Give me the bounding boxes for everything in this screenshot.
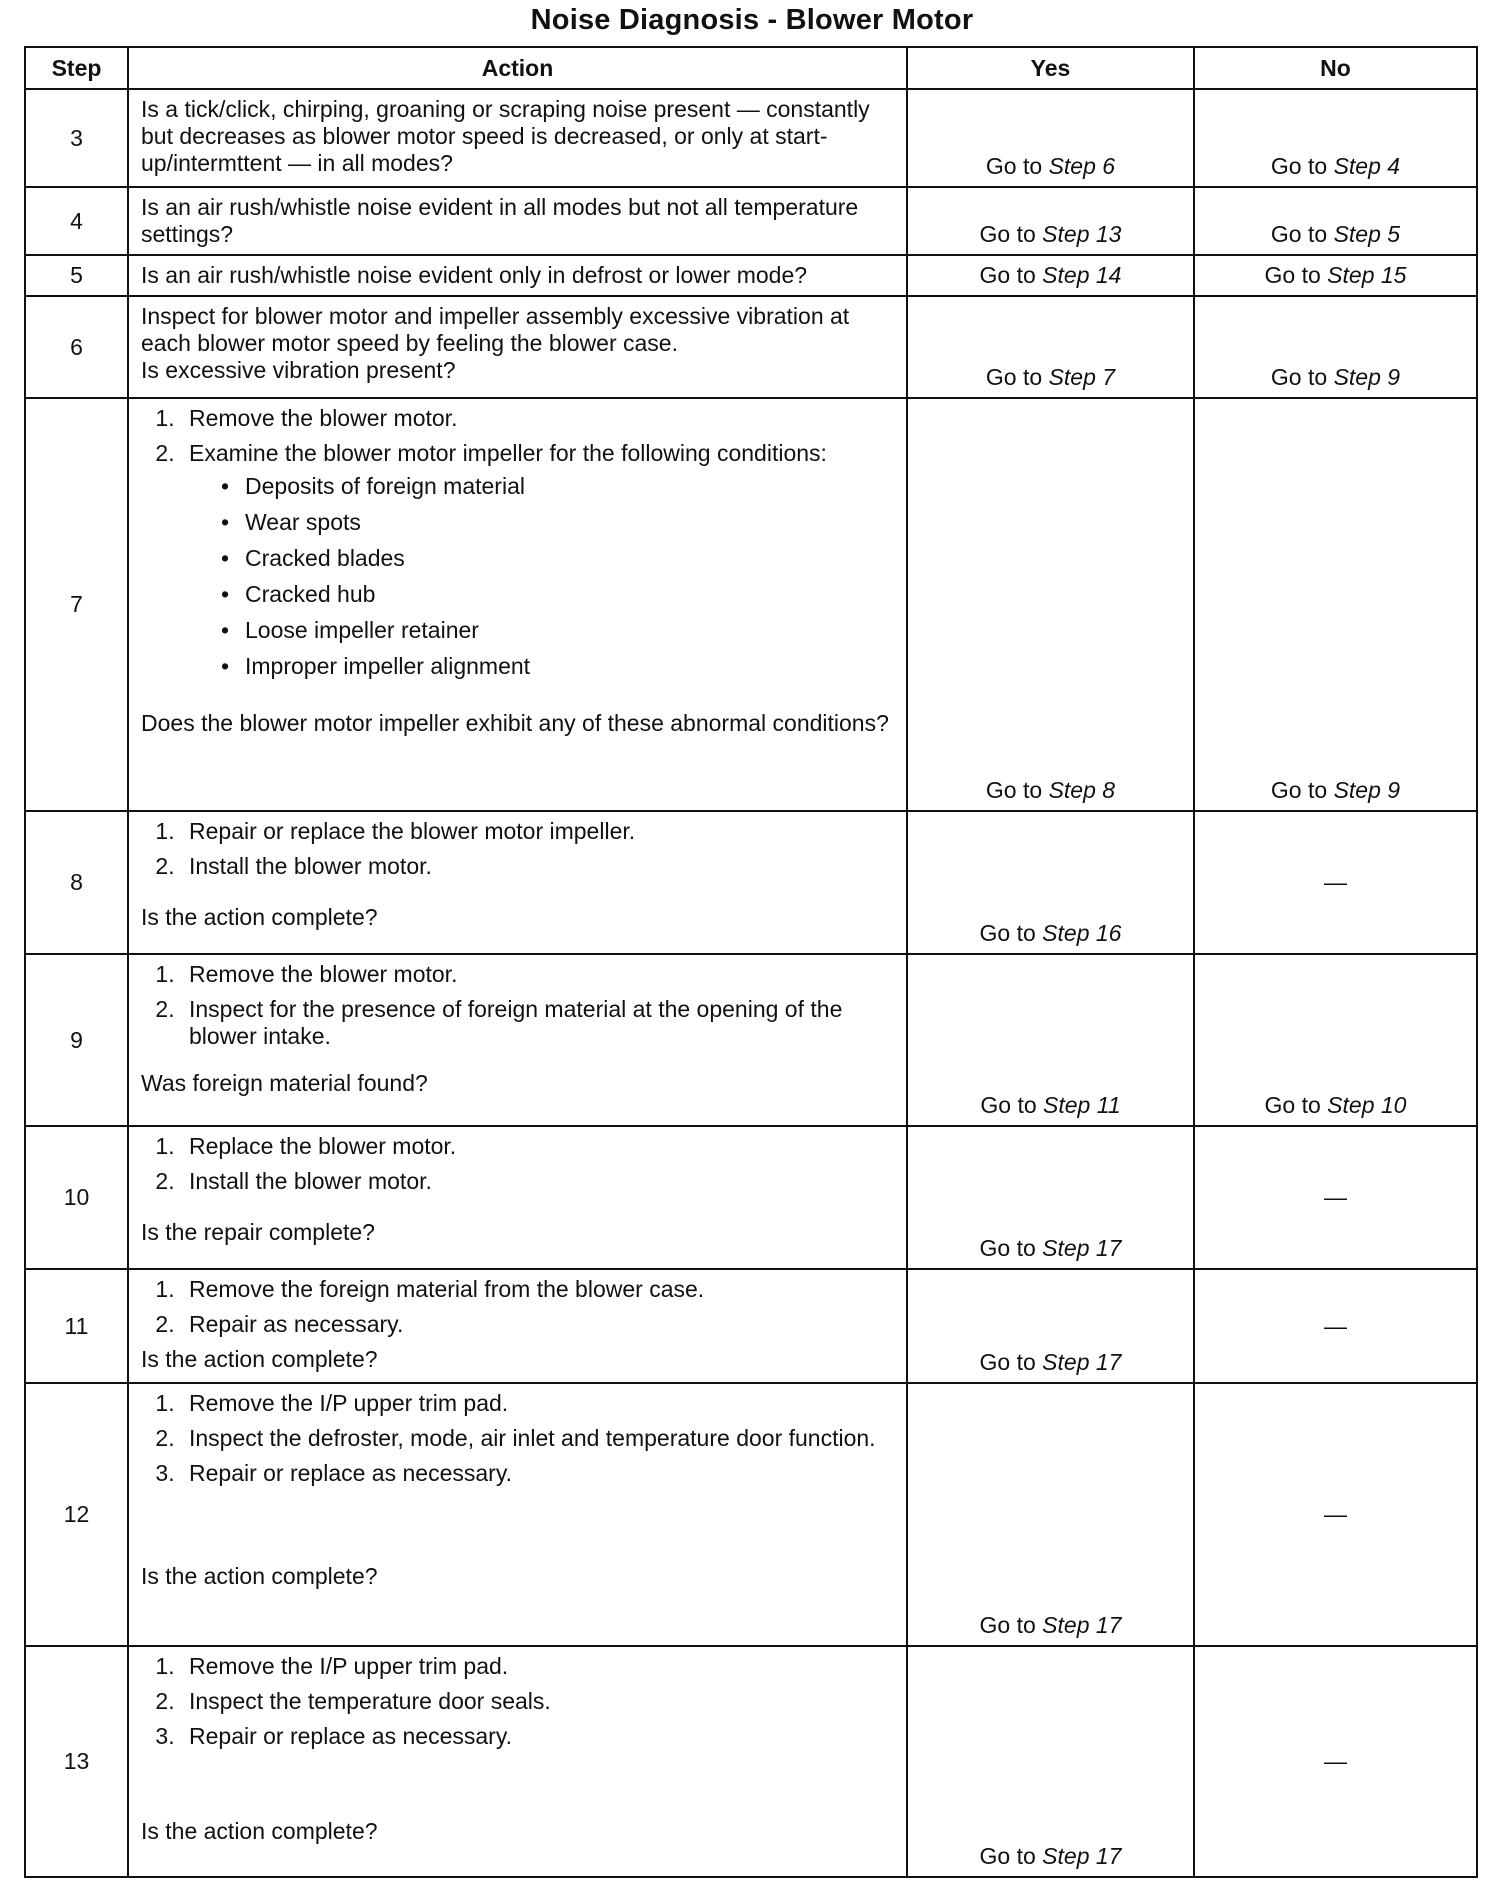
yes-cell-text (986, 153, 1115, 179)
yes-cell (907, 811, 1194, 954)
action-steps-list (141, 1653, 896, 1750)
no-cell-dash: — (1194, 1126, 1477, 1269)
step-number: 4 (25, 187, 128, 255)
column-header-step: Step (25, 47, 128, 89)
no-cell-dash: — (1194, 811, 1477, 954)
go-to-prefix: Go to (979, 1349, 1036, 1375)
step-reference: Step 9 (1333, 777, 1401, 803)
action-text: Is an air rush/whistle noise evident in all modes but not all temperature settings? (141, 194, 859, 247)
column-header-yes: Yes (907, 47, 1194, 89)
no-cell-text (1265, 1092, 1407, 1118)
go-to-prefix: Go to (979, 221, 1036, 247)
no-cell-text (1265, 262, 1407, 288)
action-step: 2. Install the blower motor. (181, 853, 896, 880)
yes-cell-text (980, 1092, 1120, 1118)
condition-item: • Cracked hub (221, 581, 896, 608)
step-reference: Step 17 (1042, 1349, 1122, 1375)
action-steps-list (141, 818, 896, 880)
action-question: Does the blower motor impeller exhibit any of these abnormal conditions? (141, 710, 889, 736)
step-reference: Step 11 (1043, 1092, 1121, 1118)
yes-cell (907, 954, 1194, 1126)
action-cell (128, 398, 907, 811)
yes-cell (907, 1383, 1194, 1646)
action-text: Is a tick/click, chirping, groaning or scraping noise present — constantly but decreases as blower motor speed is decreased, or only at start-up/intermttent — in all modes? (141, 96, 870, 176)
action-step: 1. Remove the blower motor. (181, 405, 896, 432)
action-question: Is the action complete? (141, 904, 378, 930)
step-reference: Step 10 (1327, 1092, 1407, 1118)
go-to-prefix: Go to (1270, 777, 1328, 803)
action-text: Inspect for blower motor and impeller assembly excessive vibration at each blower motor speed by feeling the blower case. (141, 303, 850, 356)
yes-cell-text (980, 1612, 1122, 1638)
yes-cell (907, 255, 1194, 296)
yes-cell-text (980, 1235, 1122, 1261)
step-reference: Step 7 (1048, 364, 1116, 390)
yes-cell (907, 89, 1194, 187)
table-header-row (25, 47, 1477, 89)
yes-cell-text (986, 364, 1115, 390)
table-row (25, 398, 1477, 811)
condition-item: • Improper impeller alignment (221, 653, 896, 680)
step-reference: Step 17 (1042, 1612, 1122, 1638)
step-reference: Step 17 (1042, 1843, 1122, 1869)
yes-cell (907, 1646, 1194, 1877)
condition-item: • Wear spots (221, 509, 896, 536)
no-cell (1194, 398, 1477, 811)
go-to-prefix: Go to (1270, 364, 1328, 390)
action-cell (128, 296, 907, 398)
action-step: 1. Remove the foreign material from the blower case. (181, 1276, 896, 1303)
action-cell (128, 811, 907, 954)
table-row (25, 1646, 1477, 1877)
step-reference: Step 8 (1048, 777, 1116, 803)
yes-cell-text (980, 1843, 1122, 1869)
table-row (25, 187, 1477, 255)
no-cell (1194, 255, 1477, 296)
yes-cell-text (980, 262, 1122, 288)
table-row (25, 1126, 1477, 1269)
table-row (25, 954, 1477, 1126)
step-reference: Step 13 (1042, 221, 1122, 247)
go-to-prefix: Go to (979, 1235, 1036, 1261)
go-to-prefix: Go to (985, 777, 1043, 803)
action-steps-list (141, 405, 896, 680)
table-body (25, 89, 1477, 1877)
step-reference: Step 16 (1042, 920, 1122, 946)
no-cell (1194, 187, 1477, 255)
condition-item: • Cracked blades (221, 545, 896, 572)
table-row (25, 811, 1477, 954)
condition-item: • Loose impeller retainer (221, 617, 896, 644)
action-cell (128, 1383, 907, 1646)
step-number: 6 (25, 296, 128, 398)
action-cell (128, 187, 907, 255)
diagnosis-table (24, 46, 1478, 1878)
action-cell (128, 1269, 907, 1383)
table-row (25, 89, 1477, 187)
action-step: 1. Remove the blower motor. (181, 961, 896, 988)
action-steps-list (141, 1133, 896, 1195)
action-question: Is the action complete? (141, 1346, 378, 1372)
table-row (25, 1383, 1477, 1646)
step-number: 7 (25, 398, 128, 811)
action-step: 1. Replace the blower motor. (181, 1133, 896, 1160)
yes-cell-text (986, 777, 1115, 803)
no-cell-text (1271, 364, 1400, 390)
action-cell (128, 1126, 907, 1269)
go-to-prefix: Go to (980, 1092, 1037, 1118)
go-to-prefix: Go to (979, 262, 1036, 288)
yes-cell-text (980, 1349, 1122, 1375)
step-number: 10 (25, 1126, 128, 1269)
go-to-prefix: Go to (1264, 1092, 1321, 1118)
yes-cell-text (980, 920, 1122, 946)
action-step: 3. Repair or replace as necessary. (181, 1460, 896, 1487)
no-cell-dash: — (1194, 1383, 1477, 1646)
step-reference: Step 4 (1333, 153, 1401, 179)
action-step: 2. Inspect the temperature door seals. (181, 1688, 896, 1715)
action-step-text: Examine the blower motor impeller for the following conditions: (189, 440, 827, 466)
go-to-prefix: Go to (985, 153, 1043, 179)
step-reference: Step 6 (1048, 153, 1116, 179)
action-step: 1. Repair or replace the blower motor impeller. (181, 818, 896, 845)
step-number: 11 (25, 1269, 128, 1383)
no-cell-text (1271, 221, 1400, 247)
step-reference: Step 15 (1327, 262, 1407, 288)
no-cell-dash: — (1194, 1646, 1477, 1877)
column-header-action: Action (128, 47, 907, 89)
step-reference: Step 5 (1333, 221, 1401, 247)
table-row (25, 255, 1477, 296)
column-header-no: No (1194, 47, 1477, 89)
yes-cell (907, 398, 1194, 811)
go-to-prefix: Go to (985, 364, 1043, 390)
condition-list (189, 473, 896, 680)
action-question: Was foreign material found? (141, 1070, 428, 1096)
action-steps-list (141, 1390, 896, 1487)
action-cell (128, 954, 907, 1126)
table-row (25, 1269, 1477, 1383)
step-reference: Step 9 (1333, 364, 1401, 390)
step-number: 12 (25, 1383, 128, 1646)
action-step: 2. Repair as necessary. (181, 1311, 896, 1338)
document-title: Noise Diagnosis - Blower Motor (530, 4, 974, 36)
go-to-prefix: Go to (1264, 262, 1321, 288)
action-step: 2. Inspect the defroster, mode, air inlet and temperature door function. (181, 1425, 896, 1452)
action-steps-list (141, 1276, 896, 1338)
no-cell (1194, 296, 1477, 398)
yes-cell-text (980, 221, 1122, 247)
go-to-prefix: Go to (979, 1612, 1036, 1638)
action-step: 1. Remove the I/P upper trim pad. (181, 1390, 896, 1417)
action-question: Is the action complete? (141, 1818, 378, 1844)
no-cell-dash: — (1194, 1269, 1477, 1383)
action-text: Is an air rush/whistle noise evident only in defrost or lower mode? (141, 262, 808, 288)
action-question: Is the action complete? (141, 1563, 378, 1589)
go-to-prefix: Go to (979, 1843, 1036, 1869)
yes-cell (907, 296, 1194, 398)
go-to-prefix: Go to (979, 920, 1036, 946)
no-cell (1194, 89, 1477, 187)
no-cell-text (1271, 777, 1400, 803)
action-step (181, 440, 896, 680)
step-reference: Step 14 (1042, 262, 1122, 288)
action-step: 1. Remove the I/P upper trim pad. (181, 1653, 896, 1680)
step-number: 8 (25, 811, 128, 954)
no-cell-text (1271, 153, 1400, 179)
table-row (25, 296, 1477, 398)
go-to-prefix: Go to (1270, 153, 1328, 179)
action-question: Is excessive vibration present? (141, 357, 456, 383)
step-number: 3 (25, 89, 128, 187)
step-number: 5 (25, 255, 128, 296)
go-to-prefix: Go to (1270, 221, 1328, 247)
action-steps-list (141, 961, 896, 1050)
action-step: 2. Install the blower motor. (181, 1168, 896, 1195)
no-cell (1194, 954, 1477, 1126)
step-number: 13 (25, 1646, 128, 1877)
step-number: 9 (25, 954, 128, 1126)
yes-cell (907, 1269, 1194, 1383)
action-cell (128, 255, 907, 296)
action-cell (128, 89, 907, 187)
step-reference: Step 17 (1042, 1235, 1122, 1261)
action-step: 2. Inspect for the presence of foreign material at the opening of the blower intake. (181, 996, 896, 1050)
action-step: 3. Repair or replace as necessary. (181, 1723, 896, 1750)
yes-cell (907, 187, 1194, 255)
action-question: Is the repair complete? (141, 1219, 375, 1245)
condition-item: • Deposits of foreign material (221, 473, 896, 500)
yes-cell (907, 1126, 1194, 1269)
action-cell (128, 1646, 907, 1877)
